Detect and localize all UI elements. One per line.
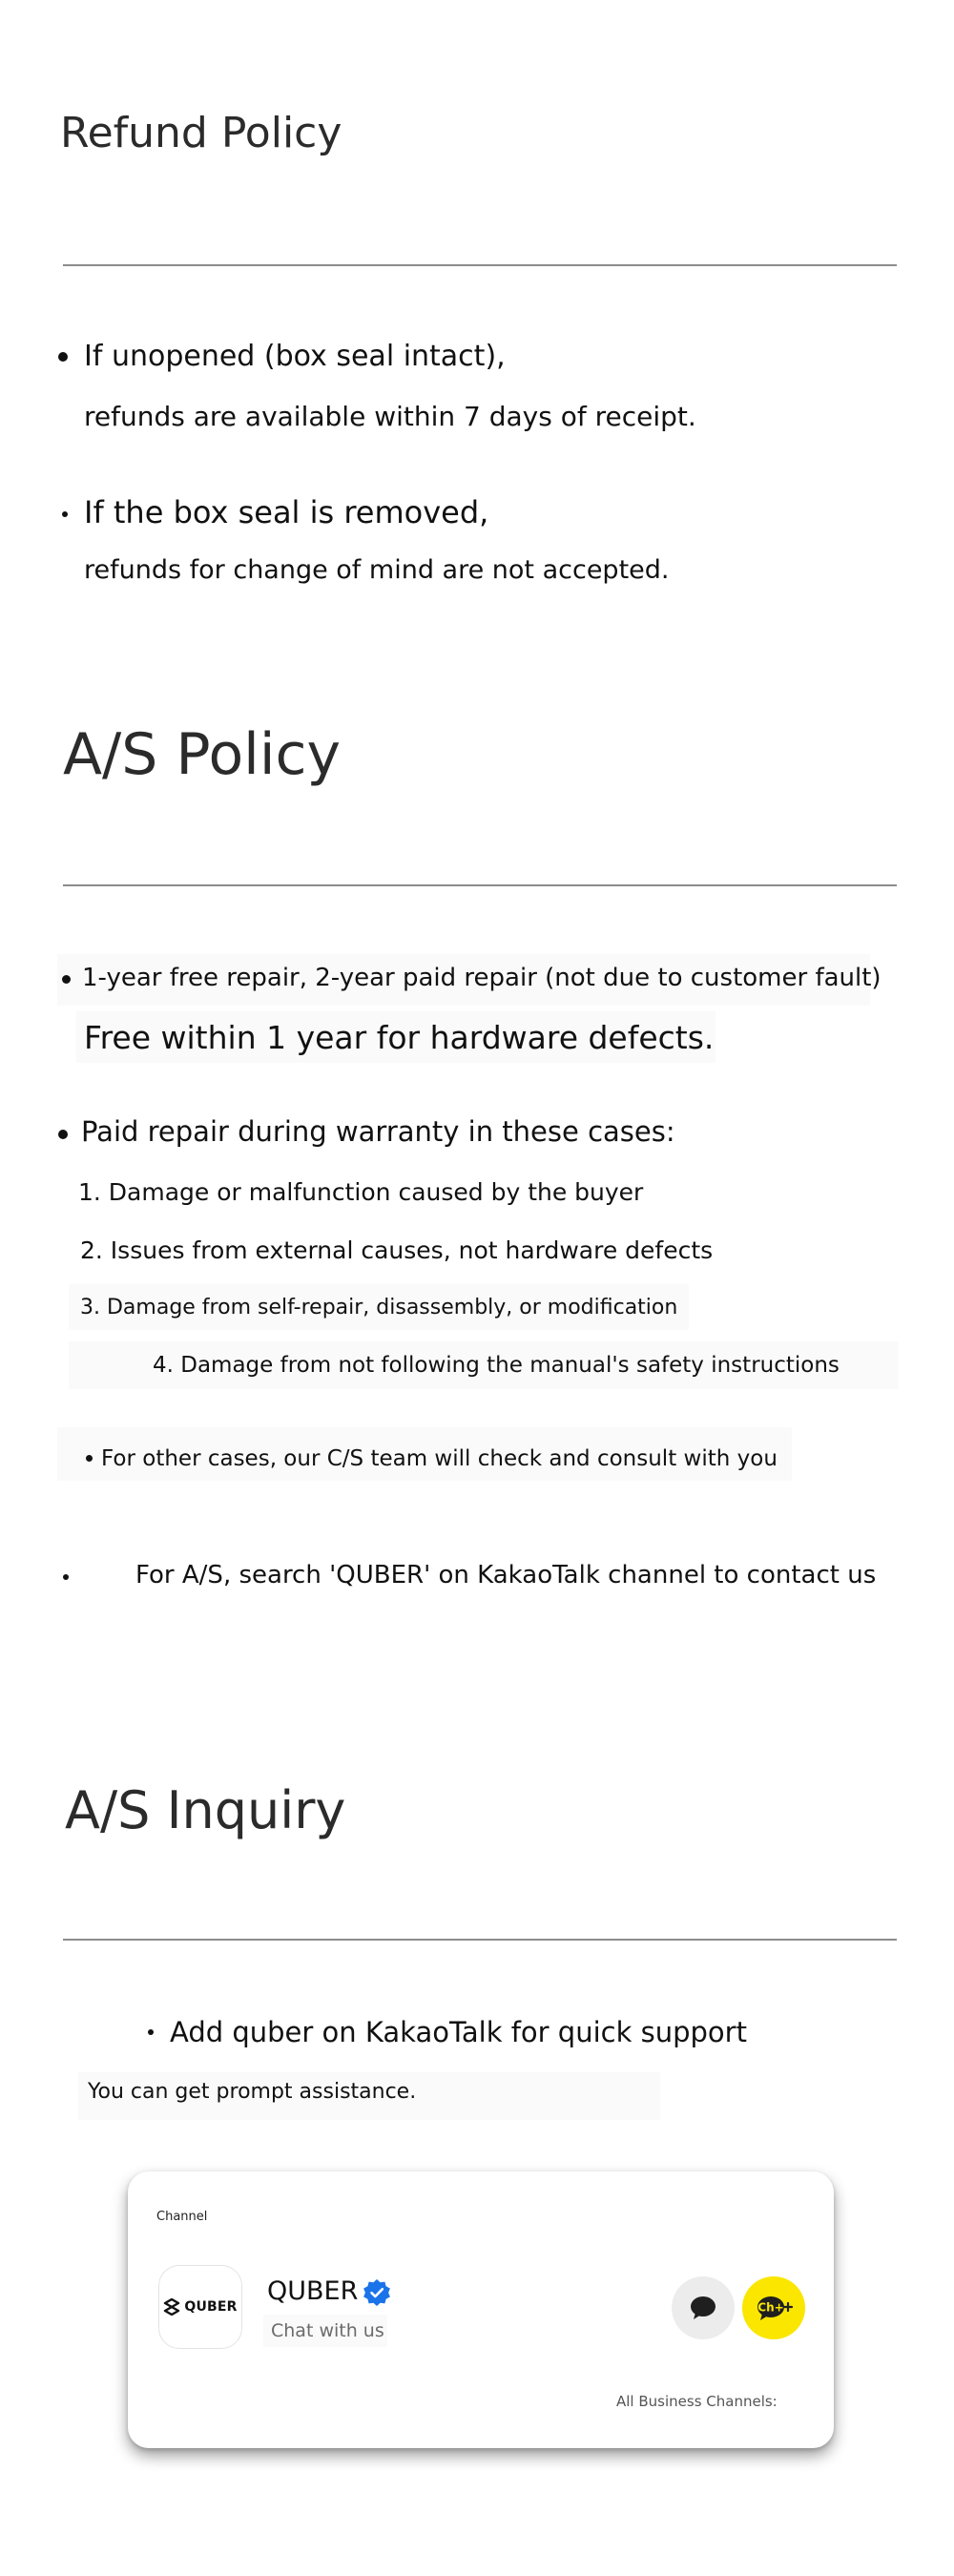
bullet-dot	[86, 1455, 93, 1462]
refund-item1-line1: If unopened (box seal intact),	[84, 340, 506, 373]
channel-name[interactable]: QUBER	[267, 2276, 359, 2306]
channel-avatar[interactable]	[158, 2265, 242, 2349]
bullet-dot	[58, 352, 68, 362]
ch-text: Ch+	[757, 2300, 784, 2315]
bullet-dot	[63, 1574, 69, 1580]
other-cases-line: For other cases, our C/S team will check and consult with you	[101, 1446, 778, 1471]
bullet-dot	[58, 1130, 68, 1139]
case-item-2: 2. Issues from external causes, not hardware defects	[80, 1236, 714, 1264]
refund-item2-line2: refunds for change of mind are not accepted.	[84, 555, 670, 585]
refund-divider	[63, 264, 897, 266]
free-line: Free within 1 year for hardware defects.	[84, 1019, 715, 1056]
as-inquiry-title: A/S Inquiry	[65, 1780, 346, 1840]
channel-add-icon	[753, 2294, 795, 2322]
case-item-3: 3. Damage from self-repair, disassembly, or modification	[80, 1296, 678, 1319]
contact-line: For A/S, search 'QUBER' on KakaoTalk channel to contact us	[135, 1561, 877, 1589]
channel-subtitle: Chat with us	[271, 2320, 384, 2341]
assist-line: You can get prompt assistance.	[88, 2080, 417, 2104]
chat-button[interactable]	[672, 2276, 735, 2339]
quber-logo-icon	[163, 2298, 180, 2316]
channel-label: Channel	[156, 2210, 208, 2224]
chat-bubble-icon	[690, 2296, 716, 2320]
case-item-1: 1. Damage or malfunction caused by the buyer	[78, 1178, 644, 1206]
all-business-channels-link[interactable]: All Business Channels:	[616, 2393, 778, 2410]
verified-badge-icon	[363, 2278, 391, 2307]
logo-text: QUBER	[184, 2299, 238, 2315]
as-policy-divider	[63, 884, 897, 886]
add-channel-button[interactable]	[742, 2276, 805, 2339]
paid-repair-heading: Paid repair during warranty in these cases:	[81, 1115, 675, 1148]
refund-item2-line1: If the box seal is removed,	[84, 494, 489, 530]
bullet-dot	[62, 511, 68, 517]
as-policy-title: A/S Policy	[63, 721, 342, 788]
warranty-line: 1-year free repair, 2-year paid repair (not due to customer fault)	[82, 964, 881, 992]
bullet-dot	[62, 975, 71, 984]
case-item-4: 4. Damage from not following the manual's safety instructions	[153, 1353, 840, 1378]
kakao-channel-card[interactable]	[128, 2171, 834, 2448]
refund-policy-title: Refund Policy	[60, 109, 342, 157]
as-inquiry-divider	[63, 1939, 897, 1941]
bullet-dot	[148, 2029, 154, 2035]
add-kakao-line: Add quber on KakaoTalk for quick support	[170, 2016, 747, 2048]
refund-item1-line2: refunds are available within 7 days of receipt.	[84, 401, 696, 432]
